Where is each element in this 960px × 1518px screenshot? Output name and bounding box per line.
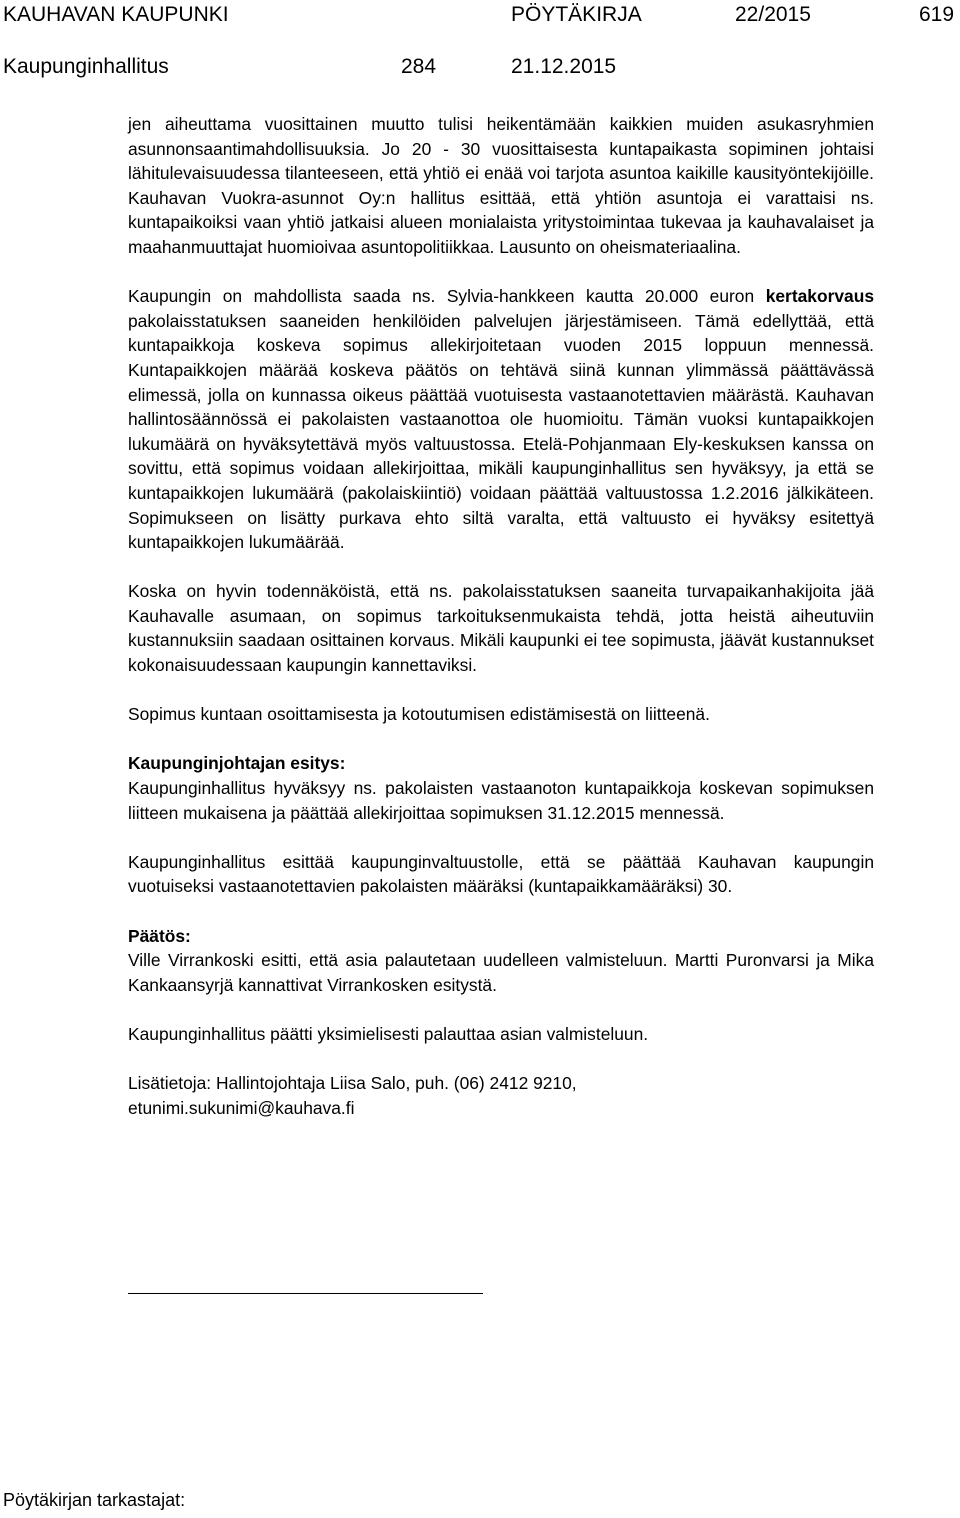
paragraph-compensation-intro: Kaupungin on mahdollista saada ns. Sylvia-hankkeen kautta 20.000 euron bbox=[128, 286, 755, 307]
document-type: PÖYTÄKIRJA bbox=[511, 3, 642, 26]
proposal-heading: Kaupunginjohtajan esitys: bbox=[128, 753, 346, 774]
paragraph-decision: Ville Virrankoski esitti, että asia palautetaan uudelleen valmisteluun. Martti Puronvarsi ja Mika Kankaansyrjä kannattivat Virrankosken esitystä. bbox=[128, 950, 874, 995]
contact-info-line-2: etunimi.sukunimi@kauhava.fi bbox=[128, 1097, 355, 1118]
paragraph-decision-result: Kaupunginhallitus päätti yksimielisesti palauttaa asian valmisteluun. bbox=[128, 1023, 649, 1044]
paragraph-attachment: Sopimus kuntaan osoittamisesta ja kotoutumisen edistämisestä on liitteenä. bbox=[128, 704, 710, 725]
section-number: 284 bbox=[401, 55, 437, 78]
organization-name: KAUHAVAN KAUPUNKI bbox=[3, 3, 229, 26]
decision-heading: Päätös: bbox=[128, 925, 191, 946]
paragraph-council-proposal: Kaupunginhallitus esittää kaupunginvaltuustolle, että se päättää Kauhavan kaupungin vuotuiseksi vastaanotettavien pakolaisten määräksi (kuntapaikkamääräksi) 30. bbox=[128, 851, 874, 897]
paragraph-housing-statement: jen aiheuttama vuosittainen muutto tulisi heikentämään kaikkien muiden asukasryhmien asunnonsaantimahdollisuuksia. Jo 20 - 30 vuosittaisesta kuntapaikasta sopiminen johtaisi lähitulevaisuudessa tilanteeseen, että yhtiö ei enää voi tarjota asuntoa kaikille kausityöntekijöille. Kauhavan Vuokra-asunnot Oy:n hallitus esittää, että yhtiön asuntoja ei varattaisi ns. kuntapaikoiksi vaan yhtiö jatkaisi alueen monialaista yritystoimintaa tukevaa ja kauhavalaiset ja maahanmuuttajat huomioivaa asuntopolitiikkaa. Lausunto on oheismateriaalina. bbox=[128, 114, 874, 257]
document-body bbox=[128, 112, 874, 1120]
paragraph-likelihood: Koska on hyvin todennäköistä, että ns. pakolaisstatuksen saaneita turvapaikanhakijoita jää Kauhavalle asumaan, on sopimus tarkoituksenmukaista tehdä, jotta heistä aiheutuviin kustannuksiin saadaan osittainen korvaus. Mikäli kaupunki ei tee sopimusta, jäävät kustannukset kokonaisuudessaan kaupungin kannettaviksi. bbox=[128, 581, 874, 676]
page-number: 619 bbox=[919, 3, 955, 26]
document-number: 22/2015 bbox=[735, 3, 811, 26]
reviewers-label: Pöytäkirjan tarkastajat: bbox=[3, 1490, 186, 1510]
paragraph-proposal: Kaupunginhallitus hyväksyy ns. pakolaisten vastaanoton kuntapaikkoja koskevan sopimuksen liitteen mukaisena ja päättää allekirjoittaa sopimuksen 31.12.2015 mennessä. bbox=[128, 778, 874, 823]
signature-divider bbox=[128, 1293, 483, 1294]
meeting-date: 21.12.2015 bbox=[511, 55, 617, 78]
contact-info-line-1: Lisätietoja: Hallintojohtaja Liisa Salo, puh. (06) 2412 9210, bbox=[128, 1073, 577, 1094]
paragraph-compensation-rest: pakolaisstatuksen saaneiden henkilöiden palvelujen järjestämiseen. Tämä edellyttää, että kuntapaikkoja koskeva sopimus allekirjoitetaan vuoden 2015 loppuun mennessä. Kuntapaikkojen määrää koskeva päätös on tehtävä siinä kunnan ylimmässä päättävässä elimessä, jolla on kunnassa oikeus päättää vuotuisesta vastaanotettavien määrästä. Kauhavan hallintosäännössä ei pakolaisten vastaanottoa ole huomioitu. Tämän vuoksi kuntapaikkojen lukumäärä on hyväksytettävä myös valtuustossa. Etelä-Pohjanmaan Ely-keskuksen kanssa on sovittu, että sopimus voidaan allekirjoittaa, mikäli kaupunginhallitus sen hyväksyy, ja että se kuntapaikkojen lukumäärä (pakolaiskiintiö) voidaan päättää valtuustossa 1.2.2016 jälkikäteen. Sopimukseen on lisätty purkava ehto siltä varalta, että valtuusto ei hyväksy esitettyä kuntapaikkojen lukumäärää. bbox=[128, 310, 874, 553]
bold-term-kertakorvaus: kertakorvaus bbox=[765, 286, 874, 307]
body-name: Kaupunginhallitus bbox=[3, 55, 169, 78]
paragraph-compensation bbox=[128, 284, 874, 555]
